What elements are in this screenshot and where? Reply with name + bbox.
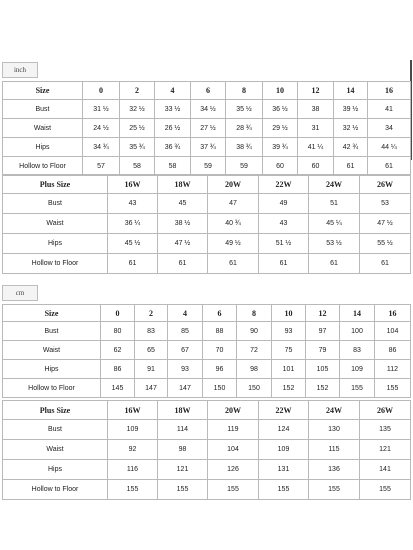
table-cell: 147 [168, 379, 203, 398]
size-header-label: Size [3, 82, 83, 100]
table-cell: 101 [272, 360, 306, 379]
table-cell: 37 ¾ [191, 138, 226, 157]
table-cell: 155 [208, 480, 259, 500]
row-label: Hollow to Floor [3, 379, 101, 398]
size-header: 8 [226, 82, 263, 100]
table-cell: 67 [168, 341, 203, 360]
table-row [3, 379, 411, 398]
table-cell: 38 ¾ [226, 138, 263, 157]
table-cell: 47 ½ [360, 214, 411, 234]
table-cell: 155 [158, 480, 208, 500]
size-header: 12 [306, 305, 340, 322]
table-cell: 43 [108, 194, 158, 214]
table-cell: 61 [259, 254, 309, 274]
table-cell: 31 [298, 119, 334, 138]
table-cell: 34 ½ [191, 100, 226, 119]
table-cell: 29 ½ [263, 119, 298, 138]
size-header: 2 [135, 305, 168, 322]
table-cell: 53 ½ [309, 234, 360, 254]
table-cell: 155 [375, 379, 411, 398]
table-cell: 58 [120, 157, 155, 176]
row-label: Waist [3, 119, 83, 138]
size-header: 0 [101, 305, 135, 322]
size-header: 20W [208, 401, 259, 420]
table-cell: 39 ½ [334, 100, 368, 119]
table-cell: 109 [259, 440, 309, 460]
row-label: Hips [3, 360, 101, 379]
table-cell: 49 ½ [208, 234, 259, 254]
table-cell: 150 [203, 379, 237, 398]
row-label: Waist [3, 440, 108, 460]
size-header: 18W [158, 175, 208, 194]
table-cell: 121 [360, 440, 411, 460]
size-header: 8 [237, 305, 272, 322]
cm-plus-table [2, 400, 411, 500]
plus-size-header-label: Plus Size [3, 401, 108, 420]
table-cell: 24 ½ [83, 119, 120, 138]
table-row [3, 341, 411, 360]
table-cell: 145 [101, 379, 135, 398]
table-cell: 83 [135, 322, 168, 341]
row-label: Hips [3, 234, 108, 254]
cm-unit-label: cm [2, 285, 38, 301]
table-cell: 51 ½ [259, 234, 309, 254]
row-label: Bust [3, 100, 83, 119]
row-label: Hips [3, 460, 108, 480]
size-header-label: Size [3, 305, 101, 322]
table-cell: 61 [309, 254, 360, 274]
size-header: 22W [259, 401, 309, 420]
table-cell: 26 ½ [155, 119, 191, 138]
table-cell: 136 [309, 460, 360, 480]
table-cell: 25 ½ [120, 119, 155, 138]
table-cell: 32 ½ [120, 100, 155, 119]
table-cell: 42 ¾ [334, 138, 368, 157]
table-cell: 80 [101, 322, 135, 341]
table-row [3, 100, 411, 119]
size-header: 16W [108, 401, 158, 420]
table-cell: 61 [360, 254, 411, 274]
table-cell: 109 [340, 360, 375, 379]
table-cell: 31 ½ [83, 100, 120, 119]
inch-unit-label: inch [2, 62, 38, 78]
table-cell: 105 [306, 360, 340, 379]
row-label: Waist [3, 214, 108, 234]
table-cell: 27 ½ [191, 119, 226, 138]
cm-standard-table [2, 304, 411, 398]
size-header: 10 [263, 82, 298, 100]
size-header: 6 [203, 305, 237, 322]
size-header: 16 [368, 82, 411, 100]
table-cell: 51 [309, 194, 360, 214]
table-cell: 36 ¾ [155, 138, 191, 157]
table-cell: 70 [203, 341, 237, 360]
table-cell: 130 [309, 420, 360, 440]
plus-size-header-label: Plus Size [3, 175, 108, 194]
size-header: 20W [208, 175, 259, 194]
table-cell: 61 [334, 157, 368, 176]
table-cell: 86 [101, 360, 135, 379]
table-cell: 61 [368, 157, 411, 176]
table-cell: 104 [375, 322, 411, 341]
table-cell: 36 ½ [263, 100, 298, 119]
row-label: Hollow to Floor [3, 254, 108, 274]
table-cell: 83 [340, 341, 375, 360]
table-row [3, 420, 411, 440]
table-cell: 33 ½ [155, 100, 191, 119]
table-cell: 93 [168, 360, 203, 379]
table-cell: 91 [135, 360, 168, 379]
table-cell: 155 [360, 480, 411, 500]
inch-plus-table [2, 174, 411, 274]
table-cell: 75 [272, 341, 306, 360]
table-cell: 38 ½ [158, 214, 208, 234]
table-cell: 147 [135, 379, 168, 398]
table-cell: 47 [208, 194, 259, 214]
size-header: 2 [120, 82, 155, 100]
table-cell: 93 [272, 322, 306, 341]
size-header-row [3, 82, 411, 100]
table-row [3, 214, 411, 234]
table-cell: 40 ¾ [208, 214, 259, 234]
table-cell: 53 [360, 194, 411, 214]
inch-standard-table [2, 81, 411, 176]
plus-size-header-row [3, 401, 411, 420]
table-cell: 39 ¾ [263, 138, 298, 157]
table-cell: 98 [237, 360, 272, 379]
size-header: 4 [168, 305, 203, 322]
table-cell: 126 [208, 460, 259, 480]
table-cell: 65 [135, 341, 168, 360]
table-cell: 35 ½ [226, 100, 263, 119]
table-cell: 115 [309, 440, 360, 460]
table-cell: 116 [108, 460, 158, 480]
table-cell: 35 ¾ [120, 138, 155, 157]
table-cell: 61 [108, 254, 158, 274]
table-cell: 28 ¾ [226, 119, 263, 138]
table-cell: 41 [368, 100, 411, 119]
size-header: 24W [309, 175, 360, 194]
table-cell: 45 ½ [108, 234, 158, 254]
table-row [3, 254, 411, 274]
table-row [3, 119, 411, 138]
table-cell: 152 [272, 379, 306, 398]
table-cell: 121 [158, 460, 208, 480]
table-row [3, 157, 411, 176]
table-row [3, 194, 411, 214]
table-cell: 60 [263, 157, 298, 176]
table-cell: 57 [83, 157, 120, 176]
table-cell: 41 ¼ [298, 138, 334, 157]
table-cell: 79 [306, 341, 340, 360]
table-cell: 119 [208, 420, 259, 440]
table-cell: 49 [259, 194, 309, 214]
plus-size-header-row [3, 175, 411, 194]
table-cell: 141 [360, 460, 411, 480]
size-header: 24W [309, 401, 360, 420]
table-cell: 86 [375, 341, 411, 360]
table-cell: 60 [298, 157, 334, 176]
table-cell: 38 [298, 100, 334, 119]
table-cell: 58 [155, 157, 191, 176]
table-cell: 155 [309, 480, 360, 500]
table-cell: 150 [237, 379, 272, 398]
size-header: 22W [259, 175, 309, 194]
size-header: 26W [360, 401, 411, 420]
table-row [3, 322, 411, 341]
table-cell: 59 [191, 157, 226, 176]
table-cell: 55 ½ [360, 234, 411, 254]
table-cell: 61 [158, 254, 208, 274]
table-cell: 135 [360, 420, 411, 440]
table-cell: 45 [158, 194, 208, 214]
table-cell: 61 [208, 254, 259, 274]
table-cell: 155 [340, 379, 375, 398]
table-cell: 34 [368, 119, 411, 138]
table-cell: 100 [340, 322, 375, 341]
table-cell: 131 [259, 460, 309, 480]
table-cell: 62 [101, 341, 135, 360]
table-cell: 44 ¼ [368, 138, 411, 157]
row-label: Hips [3, 138, 83, 157]
table-cell: 36 ¼ [108, 214, 158, 234]
row-label: Hollow to Floor [3, 480, 108, 500]
table-cell: 72 [237, 341, 272, 360]
row-label: Bust [3, 420, 108, 440]
row-label: Bust [3, 322, 101, 341]
table-cell: 34 ¾ [83, 138, 120, 157]
table-cell: 45 ¼ [309, 214, 360, 234]
table-cell: 88 [203, 322, 237, 341]
size-header: 18W [158, 401, 208, 420]
size-header: 26W [360, 175, 411, 194]
table-row [3, 480, 411, 500]
row-label: Hollow to Floor [3, 157, 83, 176]
table-cell: 109 [108, 420, 158, 440]
row-label: Bust [3, 194, 108, 214]
row-label: Waist [3, 341, 101, 360]
table-cell: 43 [259, 214, 309, 234]
size-header: 6 [191, 82, 226, 100]
table-cell: 92 [108, 440, 158, 460]
table-row [3, 440, 411, 460]
size-header: 14 [340, 305, 375, 322]
table-cell: 152 [306, 379, 340, 398]
table-row [3, 138, 411, 157]
size-header: 16 [375, 305, 411, 322]
table-cell: 32 ½ [334, 119, 368, 138]
table-cell: 98 [158, 440, 208, 460]
table-cell: 47 ½ [158, 234, 208, 254]
size-header: 16W [108, 175, 158, 194]
table-cell: 85 [168, 322, 203, 341]
table-cell: 155 [108, 480, 158, 500]
table-cell: 155 [259, 480, 309, 500]
table-cell: 97 [306, 322, 340, 341]
size-header: 12 [298, 82, 334, 100]
table-cell: 124 [259, 420, 309, 440]
table-cell: 104 [208, 440, 259, 460]
size-header: 10 [272, 305, 306, 322]
table-row [3, 460, 411, 480]
table-row [3, 234, 411, 254]
size-header-row [3, 305, 411, 322]
table-cell: 59 [226, 157, 263, 176]
size-header: 4 [155, 82, 191, 100]
table-cell: 114 [158, 420, 208, 440]
size-header: 0 [83, 82, 120, 100]
table-cell: 112 [375, 360, 411, 379]
table-cell: 96 [203, 360, 237, 379]
table-cell: 90 [237, 322, 272, 341]
table-row [3, 360, 411, 379]
size-header: 14 [334, 82, 368, 100]
